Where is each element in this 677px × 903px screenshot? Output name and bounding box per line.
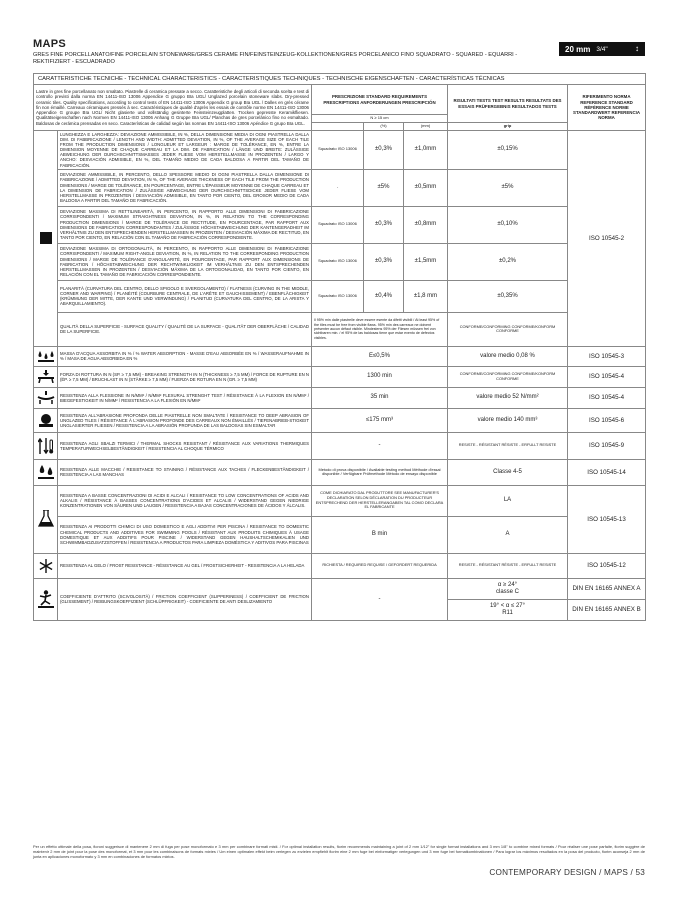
friction-requirement: - bbox=[312, 578, 448, 620]
icon-cell bbox=[34, 346, 58, 366]
surface-result: CONFORME/CONFORMING CONFORME/KONFORM CONFORME bbox=[448, 312, 568, 346]
table-title: CARATTERISTICHE TECNICHE - TECHNICAL CHARACTERISTICS - CARACTERISTIQUES TECHNIQUES - TECHNISCHE EIGENSCHAFTEN - CARACTERÍSTICAS TÉCNICAS bbox=[34, 74, 646, 85]
slip-resistance-icon bbox=[38, 590, 54, 608]
row-desc: DEVIAZIONE MASSIMA DI RETTILINEARITÀ, IN PERCENTO, IN RAPPORTO ALLE DIMENSIONI DI FABBRICAZIONE CORRISPONDENTI / MAXIMUM STRAIGHTNESS DEVIATION, IN %, IN RELATION TO THE CORRESPONDING PRODUCTION DIMENSIONS / MARGE DE TOLÉRANCE DE RECTITUDE, EN POURCENTAGE, PAR RAPPORT AUX DIMENSIONS DE FABRICATION CORRESPONDANTES / ZULÄSSIGE HÖCHSTABWEICHUNG DER KANTENGERADHEIT IM VERHÄLTNIS ZU DEN ENTSPRECHENDEN HERSTELLMASSEN IN PROZENTEN / DESVIACIÓN MÁXIMA DE RECTITUD, EN TANTO POR CIENTO, EN RELACIÓN CON EL TAMAÑO DE FABRICACIÓN CORRESPONDIENTE. bbox=[58, 206, 312, 243]
icon-cell bbox=[34, 408, 58, 432]
thickness-badge bbox=[559, 42, 645, 56]
collection-subtitle: GRES FINE PORCELLANATO/FINE PORCELAIN STONEWARE/GRES CERAME FIN/FEINSTEINZEUG-KOLLEKTIONEN/GRES PORCELANICO FINO SQUADRATO - SQUARED - EQUARRI - REKTIFIZIERT - ESCUADRADO bbox=[33, 52, 518, 65]
table-row bbox=[34, 578, 646, 599]
row-mm: ±1,5mm bbox=[404, 243, 448, 280]
row-requirement: 35 min bbox=[312, 387, 448, 408]
row-requirement: 1300 min bbox=[312, 366, 448, 387]
row-squared: Squadrato ISO 13006 bbox=[312, 131, 364, 170]
row-requirement: Metodo di prova disponibile / Available testing method Méthode d'essai disponible / Verfügbare Prüfmethode Método de ensayo disponible bbox=[312, 459, 448, 485]
icon-cell bbox=[34, 553, 58, 578]
collection-title: MAPS bbox=[33, 38, 66, 50]
page-footer: CONTEMPORARY DESIGN / MAPS / 53 bbox=[489, 868, 645, 877]
row-result: LA bbox=[448, 485, 568, 516]
row-desc: DEVIAZIONE AMMISSIBILE, IN PERCENTO, DELLO SPESSORE MEDIO DI OGNI PIASTRELLA DALLA DIMENSIONE DI FABBRICAZIONE / ADMITTED DEVIATION, IN %, OF THE AVERAGE THICKNESS OF EACH TILE FROM THE PRODUCTION DIMENSIONS / MARGE DE TOLÉRANCE, EN POURCENTAGE, ENTRE L'ÉPAISSEUR MOYENNE DE CHAQUE CARREAU ET LA DIMENSION DE FABRICATION / ZULÄSSIGE ABWEICHUNG DER DURCHSCHNITTSDICKE JEDER FLIESE VOM HERSTELLMASSE IN PROZENTEN / DESVIACIÓN ADMISIBLE, EN TANTO POR CIENTO, DEL GROSOR MEDIO DE CADA BALDOSA A PARTIR DEL TAMAÑO DE FABRICACIÓN. bbox=[58, 169, 312, 206]
table-row bbox=[34, 346, 646, 366]
friction-norm-a: DIN EN 16165 ANNEX A bbox=[568, 578, 646, 599]
table-row bbox=[34, 366, 646, 387]
row-desc: MASSA D'ACQUA ASSORBITA IN % / % WATER ABSORPTION - MASSE D'EAU ABSORBÉE EN % / WASSERAUFNAHME IN % / MASA DE AGUA ABSORBIDA EN % bbox=[58, 346, 312, 366]
row-result: valore medio 0,08 % bbox=[448, 346, 568, 366]
row-desc: RESISTENZA ALLA FLESSIONE IN N/MM² / N/MM² FLEXURAL STRENGHT TEST / RÉSISTANCE À LA FLEXION EN N/MM² / BIEGEFESTIGKEIT IN N/MM² / RESISTENCIA A LA FLEXIÓN EN N/MM² bbox=[58, 387, 312, 408]
results-header: RISULTATI TESTS TEST RESULTS RESULTATS DES ESSAIS PRÜFERGEBNIS RESULTADOS TESTS bbox=[448, 85, 568, 123]
row-squared: - bbox=[312, 169, 364, 206]
table-row bbox=[34, 485, 646, 516]
row-result: CONFORME/CONFORMING CONFORME/KONFORM CONFORME bbox=[448, 366, 568, 387]
table-row bbox=[34, 280, 646, 312]
row-mm: ±0,5mm bbox=[404, 169, 448, 206]
icon-cell bbox=[34, 387, 58, 408]
row-norm: ISO 10545-13 bbox=[568, 485, 646, 553]
friction-desc: COEFFICIENTE D'ATTRITO (SCIVOLOSITÀ) / FRICTION COEFFICIENT (SLIPPERINESS) / COEFFICIENT DE FRICTION (GLISSEMENT) / REIBUNGSKOEFFIZIENT (SCHLÜPFRIGKEIT) - COEFICIENTE DE ANTI DESLIZAMIENTO bbox=[58, 578, 312, 620]
table-row bbox=[34, 432, 646, 459]
frost-resistance-icon bbox=[39, 559, 53, 573]
unit-pct: (%) bbox=[364, 123, 404, 131]
surface-desc: QUALITÀ DELLA SUPERFICIE - SURFACE QUALITY / QUALITÉ DE LA SURFACE - QUALITÄT DER OBERFLÄCHE / CALIDAD DE LA SUPERFICIE. bbox=[58, 312, 312, 346]
table-row bbox=[34, 312, 646, 346]
table-row bbox=[34, 553, 646, 578]
row-requirement: B min bbox=[312, 516, 448, 553]
row-result: ±0,35% bbox=[448, 280, 568, 312]
page-header bbox=[33, 38, 645, 72]
row-result: ±0,10% bbox=[448, 206, 568, 243]
norm-header: RIFERIMENTO NORMA REFERENCE STANDARD RÉFÉRENCE NORME STANDARDWERT REFERENCIA NORMA bbox=[568, 85, 646, 131]
row-desc: PLANARITÀ (CURVATURA DEL CENTRO, DELLO SPIGOLO E SVERGOLAMENTO) / FLATNESS (CURVING IN THE MIDDLE, CORNER AND WARPING) / PLANÉITÉ (COURBURE CENTRALE, DE L'ARÊTE ET GAUCHISSEMENT) / EBENFLÄCHIGKEIT (KRÜMMUNG DER MITTE, DER KANTE UND VERWINDUNG) / PLANITUD (CURVATURA DEL CENTRO, DE LA ARISTA Y ABARQUILLAMIENTO). bbox=[58, 280, 312, 312]
row-norm: ISO 10545-9 bbox=[568, 432, 646, 459]
row-result: ±0,2% bbox=[448, 243, 568, 280]
table-row bbox=[34, 169, 646, 206]
row-requirement: E≤0,5% bbox=[312, 346, 448, 366]
row-desc: RESISTENZA A BASSE CONCENTRAZIONI DI ACIDI E ALCALI / RESISTANCE TO LOW CONCENTRATIONS OF ACIDS AND ALKALIS / RÉSISTANCE À BASSES CONCENTRATIONS D'ACIDES ET ALCALIS / WIDERSTAND GEGEN NIEDRIGE KONZENTRATIONEN VON SÄUREN UND LAUGEN / RESISTENCIA A BAJAS CONCENTRACIONES DE ÁCIDOS Y ÁLCALIS. bbox=[58, 485, 312, 516]
icon-cell bbox=[34, 578, 58, 620]
row-norm: ISO 10545-4 bbox=[568, 366, 646, 387]
unit-grip: grip bbox=[448, 123, 568, 131]
abrasion-icon bbox=[39, 414, 53, 427]
row-result: valore medio 140 mm³ bbox=[448, 408, 568, 432]
breaking-load-icon bbox=[37, 370, 55, 383]
row-desc: RESISTENZA AI PRODOTTI CHIMICI DI USO DOMESTICO E AGLI ADDITIVI PER PISCINA / RESISTANCE TO DOMESTIC CHEMICAL PRODUCTS AND ADDITIVES FOR SWIMMING POOLS / RÉSISTANT AUX PRODUITS CHIMIQUES À USAGE DOMESTIQUE ET AUX ADDITIFS POUR PISCINE / WIDERSTAND GEGEN HAUSHALTSCHEMIKALIEN UND SCHWIMMBADZUSATZSTOFFEN / RESISTENCIA A PRODUCTOS PARA LIMPIEZA DOMÉSTICA Y ADITIVOS PARA PISCINAS bbox=[58, 516, 312, 553]
row-result: RESISTE - RÉSISTANT RÉSISTE - ERFULLT RESISTE bbox=[448, 432, 568, 459]
row-squared: Squadrato ISO 13006 bbox=[312, 206, 364, 243]
row-result: ±0,15% bbox=[448, 131, 568, 170]
row-desc: LUNGHEZZA E LARGHEZZA: DEVIAZIONE AMMISSIBILE, IN %, DELLA DIMENSIONE MEDIA DI OGNI PIASTRELLA DALLA DIM. DI FABBRICAZIONE / LENGTH AND WIDTH: ADMITTED DEVIATION, IN %, OF THE AVERAGE SIZE OF EACH TILE FROM THE PRODUCTION DIMENSIONS / LONGUEUR ET LARGEUR : MARGE DE TOLÉRANCE, EN %, ENTRE LA DIMENSION MOYENNE DE CHAQUE CARREAU ET LA DIM. DE FABRICATION / LÄNGE UND BREITE: ZULÄSSIGE ABWEICHUNG DER DURCHSCHNITTSMASSES JEDER FLIESE VOM HERSTELLMASSE IN PROZENTEN / LARGO Y ANCHO: DESVIACIÓN ADMISIBLE, EN %, DEL TAMAÑO MEDIO DE CADA BALDOSA A PARTIR DEL TAMAÑO DE FABRICACIÓN. bbox=[58, 131, 312, 170]
row-requirement: RICHIESTA / REQUIRED REQUISE / GEFORDERT REQUERIDA bbox=[312, 553, 448, 578]
table-row bbox=[34, 243, 646, 280]
row-desc: RESISTENZA AL GELO / FROST RESISTANCE - RÉSISTANCE AU GEL / FROSTSICHERHEIT - RESISTENCIA A LA HELADA bbox=[58, 553, 312, 578]
chemical-resistance-icon bbox=[38, 510, 54, 528]
table-row bbox=[34, 459, 646, 485]
row-squared: Squadrato ISO 13006 bbox=[312, 280, 364, 312]
row-result: Classe 4-5 bbox=[448, 459, 568, 485]
row-desc: DEVIAZIONE MASSIMA DI ORTOGONALITÀ, IN PERCENTO, IN RAPPORTO ALLE DIMENSIONI DI FABBRICAZIONE CORRISPONDENTI / MAXIMUM RIGHT-ANGLE DEVIATION, IN %, IN RELATION TO THE CORRESPONDING PRODUCTION DIMENSIONS / MARGE DE TOLÉRANCE D'ANGULARITÉ, EN POURCENTAGE, PAR RAPPORT AUX DIMENSIONS DE FABRICATION / HÖCHSTABWEICHUNG DER RECHTWINKLIGKEIT IM VERHÄLTNIS ZU DEN ENTSPRECHENDEN HERSTELLMASSEN IN PROZENTEN / DESVIACIÓN MÁXIMA DE LA ORTOGONALIDAD, EN TANTO POR CIENTO, EN RELACIÓN CON EL TAMAÑO DE FABRICACIÓN CORRESPONDIENTE. bbox=[58, 243, 312, 280]
friction-class-a: classe C bbox=[495, 588, 519, 595]
friction-result-b bbox=[448, 599, 568, 620]
row-norm: ISO 10545-12 bbox=[568, 553, 646, 578]
table-row bbox=[34, 387, 646, 408]
thickness-arrow-icon: ↕ bbox=[635, 44, 639, 53]
row-norm: ISO 10545-2 bbox=[568, 131, 646, 347]
row-norm: ISO 10545-3 bbox=[568, 346, 646, 366]
row-pct: ±0,3% bbox=[364, 131, 404, 170]
friction-norm-b: DIN EN 16165 ANNEX B bbox=[568, 599, 646, 620]
row-desc: FORZA DI ROTTURA IN N (SP. ≥ 7,5 MM) - BREAKING STRENGTH IN N (THICKNESS ≥ 7,5 MM) / FORCE DE RUPTURE EN N (ÉP. ≥ 7,5 MM) / BRUCHLAST IN N (STÄRKE ≥ 7,5 MM) / FUERZA DE ROTURA EN N (GR. ≥ 7,5 MM) bbox=[58, 366, 312, 387]
water-drops-icon bbox=[37, 350, 55, 362]
friction-angle-a: α ≥ 24° bbox=[497, 581, 518, 588]
table-row bbox=[34, 131, 646, 170]
row-norm: ISO 10545-4 bbox=[568, 387, 646, 408]
friction-class-b: R11 bbox=[502, 609, 513, 616]
installation-footnote: Per un effetto ottimale della posa, fioroni suggerisce di mantenere 2 mm di fuga per pose monoformato e 3 mm per combinare formati misti. / For optimal installation results, fiorim recommends maintaining a joint of 2 mm 1/12" for single format installations and 3 mm 1/8" to combine mixed formats / Pour réaliser une pose parfaite, fiorim suggère de maintenir 2 mm de joint pour la pose des monoformat, et 3 mm pour les combinaisons de formats mixtes / Um einen optimalen effekt beim verlegen zu erzielen empfiehlt fiorim eine 2 mm fuge bei einformatiger verlegungen und 3 mm fuge bei formatkombinationen / Para lograr los máximos resultados en la posa del producto, fiorim aconseja 2 mm de junta en aplicaciones monoformato y 3 mm en combinaciones de formatos mixtos. bbox=[33, 844, 645, 859]
icon-cell bbox=[34, 459, 58, 485]
row-pct: ±5% bbox=[364, 169, 404, 206]
stain-resistance-icon bbox=[37, 465, 55, 479]
row-requirement: - bbox=[312, 432, 448, 459]
surface-requirement: Il 95% min dalle piastrelle deve essere esente da difetti visibili / At least 95% of the tiles must be free from visible flaws. 95% min des carreaux ne doivent présenter aucun défaut visible. Mindestens 95% der Fliesen müssen frei von sichtbaren min. / el 95% de las baldosas tiene que estar exento de defectos visibles. bbox=[312, 312, 448, 346]
row-pct: ±0,3% bbox=[364, 243, 404, 280]
friction-result-a bbox=[448, 578, 568, 599]
tile-square-icon bbox=[40, 232, 52, 244]
thickness-inch: 3/4" bbox=[596, 45, 608, 53]
row-mm: ±0,8mm bbox=[404, 206, 448, 243]
prescription-header: PRESCRIZIONE STANDARD REQUIREMENTS PRESCRIPTIONS ANFORDERUNGEN PRESCRIPCIÓN bbox=[312, 85, 448, 115]
icon-cell bbox=[34, 485, 58, 553]
row-requirement: ≤175 mm³ bbox=[312, 408, 448, 432]
unit-mm: (mm) bbox=[404, 123, 448, 131]
row-requirement: COME DICHIARATO DAL PRODUTTORE SEE MANUFACTURER'S DECLARATION SELON DÉCLARATION DU PRODUCTEUR ENTSPRECHEND DER HERSTELLERANGABEN TAL COMO DECLARA EL FABRICANTE bbox=[312, 485, 448, 516]
icon-cell bbox=[34, 432, 58, 459]
row-result: RESISTE - RÉSISTANT RÉSISTE - ERFULLT RESISTE bbox=[448, 553, 568, 578]
table-row bbox=[34, 206, 646, 243]
row-result: valore medio 52 N/mm² bbox=[448, 387, 568, 408]
row-mm: ±1,8 mm bbox=[404, 280, 448, 312]
row-mm: ±1,0mm bbox=[404, 131, 448, 170]
technical-table bbox=[33, 73, 646, 621]
table-intro: Lastre in gres fine porcellanato non smaltato. Piastrelle di ceramica pressate a secco. Caratteristiche degli articoli di seconda scelta e test di controllo previsti dalla norma EN 14411-ISO 13006 Appendice G gruppo BIa UGL/ Unglazed porcelain stoneware slabs. Dry-pressed ceramic tiles. Quality specifications, according to control tests of EN 14411-ISO 13006 Appendix G group BIa UGL / Dalles en grès cérame fin non émaillé. Carreaux céramiques pressés à sec. Caractéristiques de qualité d'après les essais de contrôle norme EN 14411-ISO 13006 Appendice G groupe BIa UGL/ Nicht glasierte und vollständig gesinterte Feinsteinzeugplatten. Trocken gepresste Keramikfliesen. Qualitätseigenschaften nach Normen EN 14411-ISO 13006 Anhang G Gruppe BIa UGL/ Planchas de gres porcelánico fino no esmaltado. Baldosas de cerámica prensadas en seco. Características de calidad según las normas EN 14411-ISO 13006 Apéndice G grupo BIa UGL. bbox=[34, 85, 312, 131]
row-norm: ISO 10545-14 bbox=[568, 459, 646, 485]
row-pct: ±0,3% bbox=[364, 206, 404, 243]
friction-angle-b: 19° < α ≤ 27° bbox=[489, 602, 526, 609]
row-squared: Squadrato ISO 13006 bbox=[312, 243, 364, 280]
row-desc: RESISTENZA ALL'ABRASIONE PROFONDA DELLE PIASTRELLE NON SMALTATE / RESISTANCE TO DEEP ABRASION OF UNGLAZED TILES / RÉSISTANCE À L'ABRASION PROFONDE DES CARREAUX NON ÉMAILLÉS / TIEFENABRIEB-STIGKEIT UNGLASIERTER FLIESEN / RESISTENCIA A LA ABRASIÓN PROFUNDA DE LAS BALDOSAS SIN ESMALTAR bbox=[58, 408, 312, 432]
unit-blank bbox=[312, 123, 364, 131]
dimension-icon-cell bbox=[34, 131, 58, 347]
thermal-shock-icon bbox=[38, 438, 54, 454]
row-desc: RESISTENZA ALLE MACCHIE / RESISTANCE TO STAINING / RÉSISTANCE AUX TACHES / FLECKENBESTÄNDIGKEIT / RESISTENCIA A LAS MANCHAS bbox=[58, 459, 312, 485]
n-label: N ≥ 15 cm bbox=[312, 115, 448, 123]
bending-strength-icon bbox=[37, 391, 55, 404]
table-row bbox=[34, 408, 646, 432]
thickness-mm: 20 mm bbox=[565, 44, 591, 54]
row-pct: ±0,4% bbox=[364, 280, 404, 312]
row-norm: ISO 10545-6 bbox=[568, 408, 646, 432]
row-result: A bbox=[448, 516, 568, 553]
icon-cell bbox=[34, 366, 58, 387]
table-row bbox=[34, 516, 646, 553]
row-desc: RESISTENZA AGLI SBALZI TERMICI / THERMAL SHOCKS RESISTANT / RÉSISTANCE AUX VARIATIONS THERMIQUES TEMPERATURWECHSELBESTÄNDIGKEIT / RESISTENCIA AL CHOQUE TÉRMICO bbox=[58, 432, 312, 459]
row-result: ±5% bbox=[448, 169, 568, 206]
